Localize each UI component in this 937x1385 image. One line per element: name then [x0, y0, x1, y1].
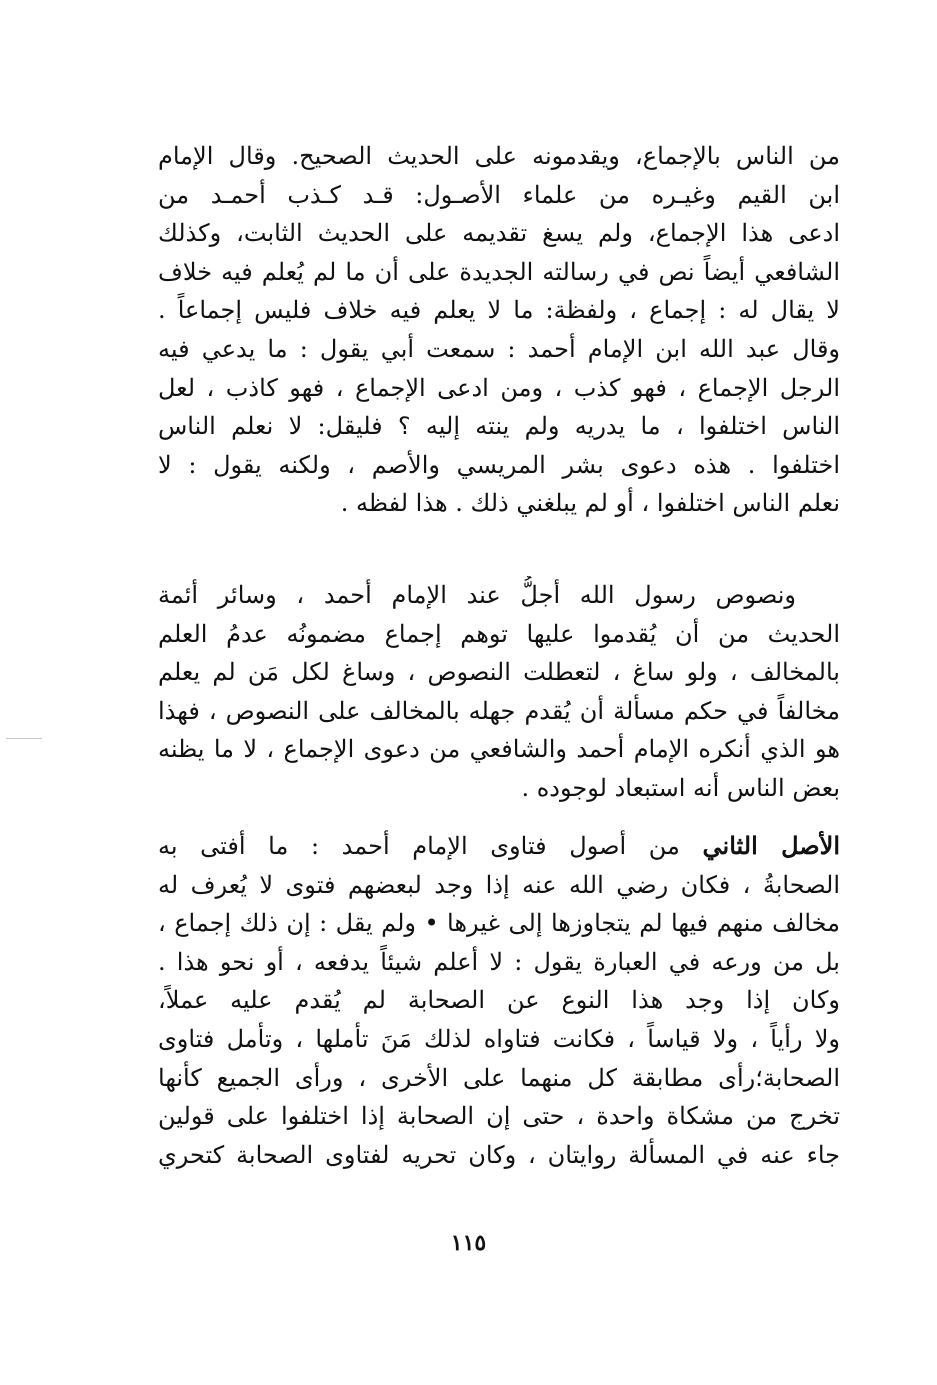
page-number: ١١٥ — [450, 1230, 487, 1256]
text-line: مخالف منهم فيها لم يتجاوزها إلى غيرها • ولم يقل : إن ذلك إجماع ، — [158, 909, 840, 938]
paragraph-ijma-claims — [158, 137, 840, 523]
text-line: الرجل الإجماع ، فهو كذب ، ومن ادعى الإجماع ، فهو كاذب ، لعل — [158, 373, 840, 402]
text-line: الصحابة؛رأى مطابقة كل منهما على الأخرى ، ورأى الجميع كأنها — [158, 1063, 840, 1092]
section-heading: الأصل الثاني — [702, 831, 840, 860]
text-line: جاء عنه في المسألة روايتان ، وكان تحريه لفتاوى الصحابة كتحري — [158, 1140, 840, 1169]
text-line: بعض الناس أنه استبعاد لوجوده . — [521, 773, 840, 802]
text-line: ادعى هذا الإجماع، ولم يسغ تقديمه على الحديث الثابت، وكذلك — [158, 219, 840, 248]
text-line: الناس اختلفوا ، ما يدريه ولم ينته إليه ؟ فليقل: لا نعلم الناس — [158, 412, 840, 441]
text-line: وقال عبد الله ابن الإمام أحمد : سمعت أبي يقول : ما يدعي فيه — [158, 334, 840, 363]
text-line: الشافعي أيضاً نص في رسالته الجديدة على أن ما لم يُعلم فيه خلاف — [158, 257, 840, 286]
text-line: بالمخالف ، ولو ساغ ، لتعطلت النصوص ، وساغ لكل مَن لم يعلم — [158, 658, 840, 687]
text-line: اختلفوا . هذه دعوى بشر المريسي والأصم ، ولكنه يقول : لا — [158, 450, 840, 479]
text-line — [158, 827, 840, 866]
text-line: وكان إذا وجد هذا النوع عن الصحابة لم يُقدم عليه عملاً، — [158, 986, 840, 1015]
scan-margin-mark — [6, 738, 42, 739]
paragraph-nusus — [158, 576, 840, 808]
paragraph-second-principle — [158, 827, 840, 1174]
text-line: ولا رأياً ، ولا قياساً ، فكانت فتاواه لذلك مَنَ تأملها ، وتأمل فتاوى — [158, 1024, 840, 1053]
text-line: هو الذي أنكره الإمام أحمد والشافعي من دعوى الإجماع ، لا ما يظنه — [158, 735, 840, 764]
text-fragment: من أصول فتاوى الإمام أحمد : ما أفتى به — [158, 832, 703, 860]
text-line: لا يقال له : إجماع ، ولفظة: ما لا يعلم فيه خلاف فليس إجماعاً . — [158, 296, 840, 325]
text-line: بل من ورعه في العبارة يقول : لا أعلم شيئاً يدفعه ، أو نحو هذا . — [158, 947, 840, 976]
text-line: الحديث من أن يُقدموا عليها توهم إجماع مضمونُه عدمُ العلم — [158, 619, 840, 648]
text-line: ونصوص رسول الله أجلُّ عند الإمام أحمد ، وسائر أئمة — [158, 581, 796, 609]
text-line: الصحابةُ ، فكان رضي الله عنه إذا وجد لبعضهم فتوى لا يُعرف له — [158, 870, 840, 899]
text-line: مخالفاً في حكم مسألة أن يُقدم جهله بالمخالف على النصوص ، فهذا — [158, 696, 840, 725]
text-line: تخرج من مشكاة واحدة ، حتى إن الصحابة إذا اختلفوا على قولين — [158, 1102, 840, 1131]
text-line: من الناس بالإجماع، ويقدمونه على الحديث الصحيح. وقال الإمام — [158, 142, 840, 170]
text-line: ابن القيم وغيـره من علماء الأصـول: قـد كـذب أحمـد من — [158, 180, 840, 209]
text-line: نعلم الناس اختلفوا ، أو لم يبلغني ذلك . هذا لفظه . — [340, 489, 840, 518]
